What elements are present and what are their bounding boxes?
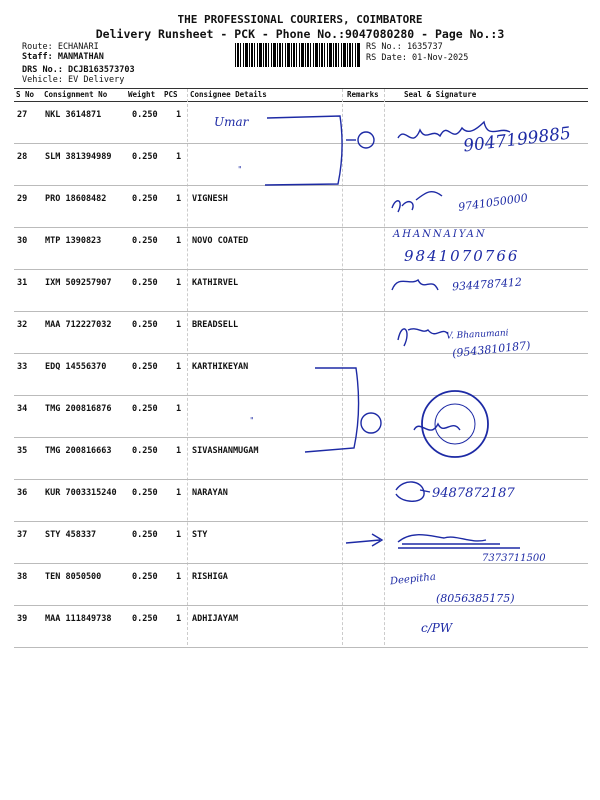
- remark-arrow: [346, 534, 382, 546]
- row-sno: 29: [17, 194, 28, 204]
- row-sno: 31: [17, 278, 28, 288]
- row-consignment-number: EDQ 14556370: [45, 362, 107, 372]
- row-consignee: NARAYAN: [192, 488, 228, 498]
- row-weight: 0.250: [132, 488, 158, 498]
- row-consignment-number: IXM 509257907: [45, 278, 112, 288]
- row-weight: 0.250: [132, 236, 158, 246]
- row-weight: 0.250: [132, 194, 158, 204]
- col-remarks: Remarks: [347, 90, 379, 99]
- row-weight: 0.250: [132, 278, 158, 288]
- row-consignment-number: TMG 200816663: [45, 446, 112, 456]
- row-pcs: 1: [176, 320, 182, 330]
- row-sno: 39: [17, 614, 28, 624]
- handwritten-name: AHANNAIYAN: [393, 229, 487, 240]
- row-consignment-number: TEN 8050500: [45, 572, 102, 582]
- row-consignment-number: MAA 111849738: [45, 614, 112, 624]
- col-weight: Weight: [128, 90, 156, 99]
- row-consignee: KARTHIKEYAN: [192, 362, 249, 372]
- row-weight: 0.250: [132, 530, 158, 540]
- col-sno: S No: [16, 90, 35, 99]
- signature-row-37: [398, 535, 520, 548]
- handwritten-phone: 9841070766: [404, 247, 520, 265]
- col-consignment: Consignment No: [44, 90, 108, 99]
- handwritten-name: Deepitha: [389, 571, 437, 588]
- row-sno: 36: [17, 488, 28, 498]
- row-consignee: SIVASHANMUGAM: [192, 446, 259, 456]
- signature-row-29: [392, 192, 442, 212]
- row-pcs: 1: [176, 614, 182, 624]
- handwritten-name-umar: Umar: [214, 115, 249, 129]
- vehicle: Vehicle: EV Delivery: [22, 75, 125, 85]
- col-seal-signature: Seal & Signature: [404, 90, 477, 99]
- handwritten-phone: 9047199885: [462, 123, 572, 157]
- row-consignment-number: MAA 712227032: [45, 320, 112, 330]
- row-consignment-number: KUR 7003315240: [45, 488, 117, 498]
- row-pcs: 1: [176, 446, 182, 456]
- row-sno: 30: [17, 236, 28, 246]
- runsheet-title: THE PROFESSIONAL COURIERS, COIMBATORE: [177, 13, 423, 26]
- col-pcs: PCS: [164, 90, 178, 99]
- row-sno: 27: [17, 110, 28, 120]
- seal-stamp-inner: [435, 404, 475, 444]
- signature-row-31: [392, 280, 438, 290]
- row-weight: 0.250: [132, 572, 158, 582]
- rs-number: RS No.: 1635737: [366, 42, 443, 52]
- row-pcs: 1: [176, 110, 182, 120]
- row-sno: 28: [17, 152, 28, 162]
- handwritten-phone: 7373711500: [482, 553, 546, 564]
- row-weight: 0.250: [132, 614, 158, 624]
- row-consignee: KATHIRVEL: [192, 278, 239, 288]
- handwritten-phone: (8056385175): [436, 592, 515, 605]
- row-weight: 0.250: [132, 446, 158, 456]
- row-sno: 35: [17, 446, 28, 456]
- staff: Staff: MANMATHAN: [22, 52, 104, 62]
- handwritten-name: V. Bhanumani: [445, 328, 509, 342]
- row-pcs: 1: [176, 488, 182, 498]
- rs-date: RS Date: 01-Nov-2025: [366, 53, 469, 63]
- bracket-rows-27-28: [265, 116, 342, 185]
- row-consignment-number: MTP 1390823: [45, 236, 102, 246]
- row-pcs: 1: [176, 530, 182, 540]
- row-consignee: NOVO COATED: [192, 236, 249, 246]
- handwritten-phone: 9487872187: [432, 486, 515, 501]
- row-pcs: 1: [176, 278, 182, 288]
- row-sno: 33: [17, 362, 28, 372]
- signature-row-27: [398, 122, 510, 138]
- signature-row-36: [396, 482, 430, 501]
- row-consignment-number: NKL 3614871: [45, 110, 102, 120]
- row-consignee: VIGNESH: [192, 194, 228, 204]
- handwritten-phone: 9741050000: [457, 191, 529, 214]
- ditto-mark: ": [238, 165, 242, 174]
- col-consignee: Consignee Details: [190, 90, 267, 99]
- row-pcs: 1: [176, 404, 182, 414]
- row-consignee: STY: [192, 530, 208, 540]
- row-pcs: 1: [176, 152, 182, 162]
- row-pcs: 1: [176, 572, 182, 582]
- row-sno: 32: [17, 320, 28, 330]
- route: Route: ECHANARI: [22, 42, 99, 52]
- row-consignment-number: TMG 200816876: [45, 404, 112, 414]
- row-sno: 37: [17, 530, 28, 540]
- signature-row-32: [398, 329, 448, 346]
- row-weight: 0.250: [132, 110, 158, 120]
- drs-number: DRS No.: DCJB163573703: [22, 65, 135, 75]
- runsheet-subtitle: Delivery Runsheet - PCK - Phone No.:9047080280 - Page No.:3: [95, 27, 505, 41]
- handwritten-phone: 9344787412: [451, 275, 523, 294]
- row-consignee: RISHIGA: [192, 572, 228, 582]
- row-weight: 0.250: [132, 152, 158, 162]
- row-weight: 0.250: [132, 362, 158, 372]
- row-pcs: 1: [176, 236, 182, 246]
- row-consignment-number: STY 458337: [45, 530, 97, 540]
- ditto-mark: ": [250, 416, 254, 425]
- signature-row-35: [414, 424, 460, 430]
- row-sno: 38: [17, 572, 28, 582]
- row-weight: 0.250: [132, 404, 158, 414]
- row-sno: 34: [17, 404, 28, 414]
- handwritten-phone: (9543810187): [451, 338, 532, 361]
- row-consignee: BREADSELL: [192, 320, 239, 330]
- remark-circle: [358, 132, 374, 148]
- bracket-rows-33-35: [305, 368, 359, 452]
- row-weight: 0.250: [132, 320, 158, 330]
- row-consignment-number: PRO 18608482: [45, 194, 107, 204]
- row-pcs: 1: [176, 194, 182, 204]
- row-consignee: ADHIJAYAM: [192, 614, 239, 624]
- row-pcs: 1: [176, 362, 182, 372]
- row-consignment-number: SLM 381394989: [45, 152, 112, 162]
- handwritten-note: c/PW: [421, 621, 453, 635]
- seal-stamp: [422, 391, 488, 457]
- remark-circle: [361, 413, 381, 433]
